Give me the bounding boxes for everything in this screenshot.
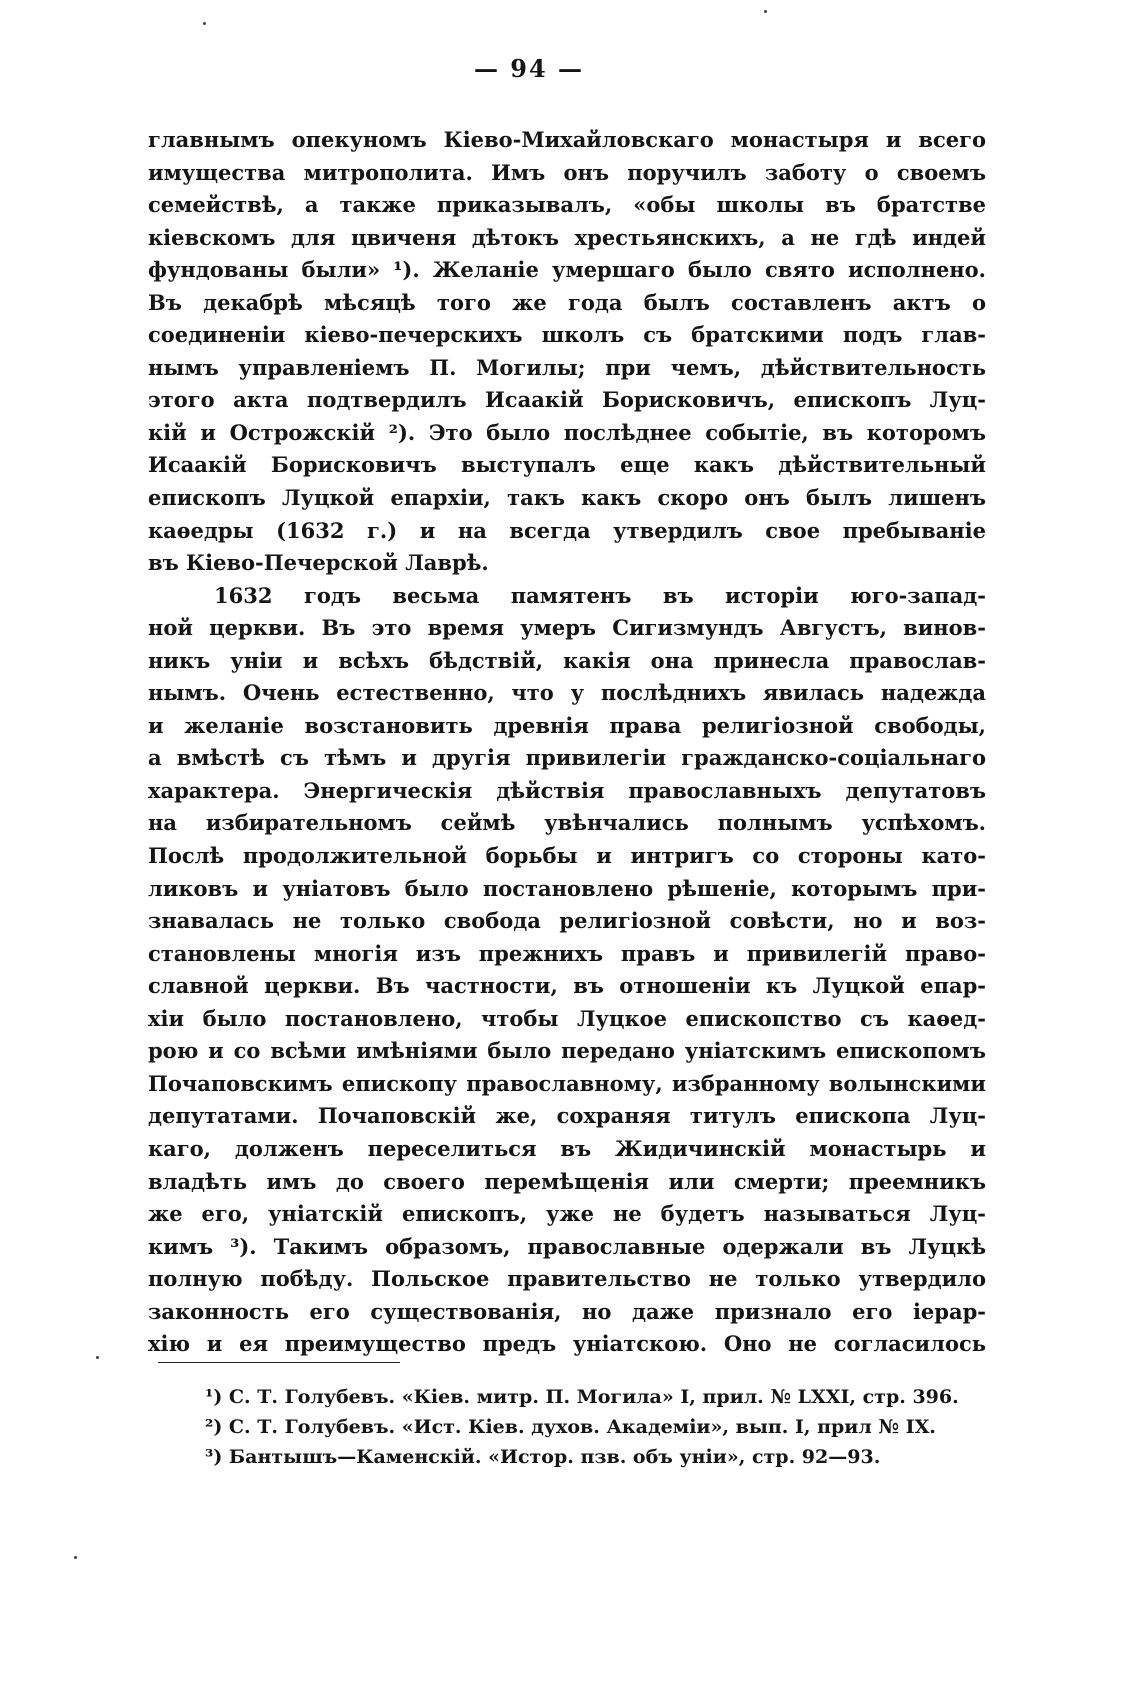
paragraph-end-line: въ Кіево-Печерской Лаврѣ. <box>148 550 489 576</box>
text-line: и желаніе возстановить древнія права религіозной свободы, <box>148 712 986 738</box>
paper-speck <box>96 1356 99 1359</box>
text-line: Почаповскимъ епископу православному, избранному волынскими <box>148 1070 986 1096</box>
text-line: знавалась не только свобода религіозной совѣсти, но и воз- <box>148 908 986 934</box>
text-line: кимъ ³). Такимъ образомъ, православные одержали въ Луцкѣ <box>148 1233 986 1259</box>
text-line: владѣть имъ до своего перемѣщенія или смерти; преемникъ <box>148 1168 986 1194</box>
paper-speck <box>764 10 767 13</box>
text-line: никъ уніи и всѣхъ бѣдствій, какія она принесла православ- <box>148 647 986 673</box>
text-line: депутатами. Почаповскій же, сохраняя титулъ епископа Луц- <box>148 1103 986 1129</box>
text-line: фундованы были» ¹). Желаніе умершаго было свято исполнено. <box>148 257 986 283</box>
text-line: каго, долженъ переселиться въ Жидичинскій монастырь и <box>148 1135 986 1161</box>
text-line: кій и Острожскій ²). Это было послѣднее событіе, въ которомъ <box>148 419 986 445</box>
body-text <box>148 124 986 1361</box>
footnotes <box>205 1382 959 1472</box>
text-line: кіевскомъ для цвиченя дѣтокъ хрестьянскихъ, а не гдѣ индей <box>148 224 986 250</box>
text-line: соединеніи кіево-печерскихъ школъ съ братскими подъ глав- <box>148 322 986 348</box>
text-line: хіи было постановлено, чтобы Луцкое епископство съ каѳед- <box>148 1005 986 1031</box>
text-line: хію и ея преимущество предъ уніатскою. Оно не согласилось <box>148 1331 986 1357</box>
text-line: а вмѣстѣ съ тѣмъ и другія привилегіи гражданско-соціальнаго <box>148 745 986 771</box>
text-line: главнымъ опекуномъ Кіево-Михайловскаго монастыря и всего <box>148 127 986 152</box>
text-line: ликовъ и уніатовъ было постановлено рѣшеніе, которымъ при- <box>148 875 986 901</box>
footnote-divider <box>158 1362 400 1363</box>
text-line: становлены многія изъ прежнихъ правъ и привилегій право- <box>148 940 986 966</box>
text-line: этого акта подтвердилъ Исаакій Борисковичъ, епископъ Луц- <box>148 387 986 413</box>
text-line: характера. Энергическія дѣйствія православныхъ депутатовъ <box>148 777 986 803</box>
text-line: Послѣ продолжительной борьбы и интригъ со стороны като- <box>148 843 986 869</box>
text-line: каѳедры (1632 г.) и на всегда утвердилъ свое пребываніе <box>148 517 986 543</box>
footnote-3: ³) Бантышъ—Каменскій. «Истор. пзв. объ уніи», стр. 92—93. <box>205 1446 881 1468</box>
text-line: епископъ Луцкой епархіи, такъ какъ скоро онъ былъ лишенъ <box>148 485 986 511</box>
text-line: Въ декабрѣ мѣсяцѣ того же года былъ составленъ актъ о <box>148 289 986 315</box>
paper-speck <box>203 22 206 25</box>
text-line: нымъ управленіемъ П. Могилы; при чемъ, дѣйствительность <box>148 354 986 380</box>
page-number: — 94 — <box>473 54 585 83</box>
text-line: на избирательномъ сеймѣ увѣнчались полнымъ успѣхомъ. <box>148 810 986 836</box>
text-line: полную побѣду. Польское правительство не только утвердило <box>148 1266 986 1292</box>
text-line: семействѣ, а также приказывалъ, «обы школы въ братстве <box>148 192 986 218</box>
footnote-1: ¹) С. Т. Голубевъ. «Кіев. митр. П. Могила» I, прил. № LXXI, стр. 396. <box>205 1386 959 1408</box>
footnote-2: ²) С. Т. Голубевъ. «Ист. Кіев. духов. Академіи», вып. I, прил № IX. <box>205 1416 936 1438</box>
text-line: же его, уніатскій епископъ, уже не будетъ называться Луц- <box>148 1201 986 1227</box>
text-line: нымъ. Очень естественно, что у послѣднихъ явилась надежда <box>148 680 986 706</box>
paper-speck <box>74 1556 77 1559</box>
text-line: Исаакій Борисковичъ выступалъ еще какъ дѣйствительный <box>148 452 986 478</box>
text-line: имущества митрополита. Имъ онъ поручилъ заботу о своемъ <box>148 159 986 185</box>
text-line: ной церкви. Въ это время умеръ Сигизмундъ Августъ, винов- <box>148 615 986 641</box>
text-line: славной церкви. Въ частности, въ отношеніи къ Луцкой епар- <box>148 973 986 999</box>
text-line: рою и со всѣми имѣніями было передано уніатскимъ епископомъ <box>148 1038 986 1064</box>
text-line: законность его существованія, но даже признало его іерар- <box>148 1298 986 1324</box>
paragraph-start-line: 1632 годъ весьма памятенъ въ исторіи юго-запад- <box>214 582 986 608</box>
